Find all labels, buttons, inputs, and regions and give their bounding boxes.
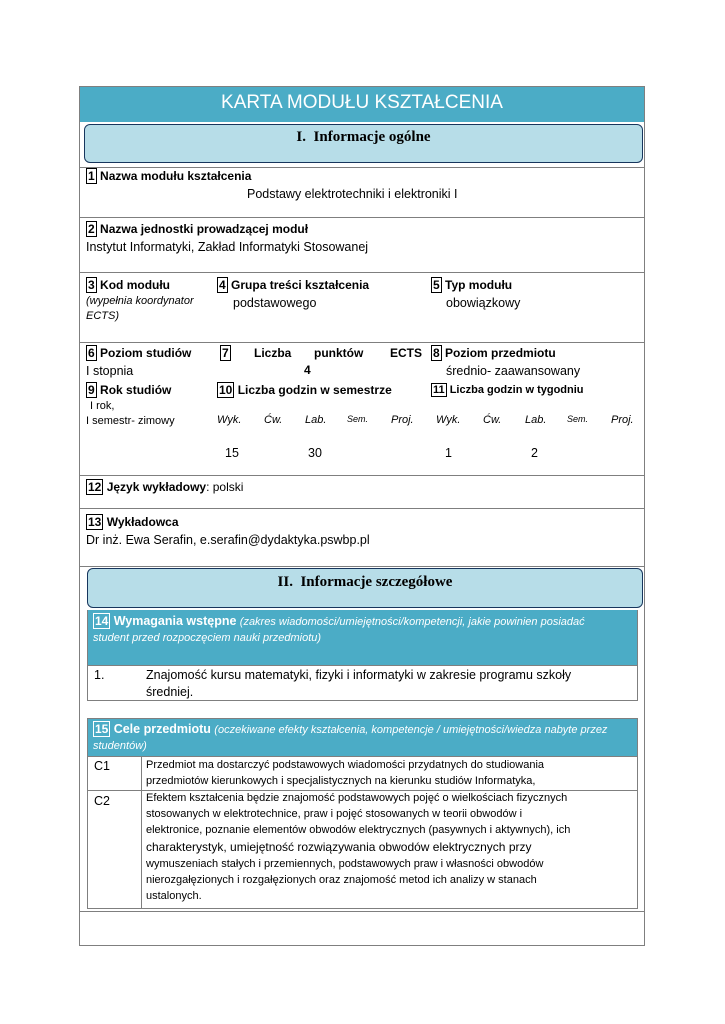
hdr-week-cw: Ćw. <box>483 414 502 426</box>
section-general-info <box>84 124 643 163</box>
field-code-note-1: (wypełnia koordynator <box>86 295 194 307</box>
field-lecturer-label: 13 Wykładowca <box>88 515 179 529</box>
field-study-year-label: 9 Rok studiów <box>88 383 172 397</box>
card-title: KARTA MODUŁU KSZTAŁCENIA <box>80 87 644 122</box>
goals-note-2: studentów) <box>93 740 147 752</box>
section-number: I. <box>296 129 307 145</box>
field-unit-label: 2 Nazwa jednostki prowadzącej moduł <box>88 222 309 236</box>
week-wyk-value: 1 <box>445 446 452 460</box>
field-study-year-value-1: I rok, <box>90 400 115 412</box>
row-divider <box>79 272 645 273</box>
sem-wyk-value: 15 <box>225 446 239 460</box>
sem-lab-value: 30 <box>308 446 322 460</box>
row-divider <box>79 342 645 343</box>
goal-c2-id: C2 <box>94 794 110 808</box>
row-divider <box>88 756 637 757</box>
hdr-sem-lab: Lab. <box>305 414 327 426</box>
goals-num: 15 <box>95 722 109 736</box>
goal-c2-line: nierozgałęzionych i rozgałęzionych oraz znajomość metod ich analizy w stanach <box>146 874 537 886</box>
section-label: Informacje szczegółowe <box>300 574 453 590</box>
field-content-group-label: 4 Grupa treści kształcenia <box>219 278 370 292</box>
prerequisite-item-id: 1. <box>94 668 105 682</box>
field-content-group-value: podstawowego <box>233 296 317 310</box>
field-subject-level-value: średnio- zaawansowany <box>446 364 581 378</box>
goal-c2-line: stosowanych w elektrotechnice, praw i pojęć stosowanych w teorii obwodów i <box>146 808 523 820</box>
hdr-sem-wyk: Wyk. <box>217 414 242 426</box>
goal-c1-id: C1 <box>94 759 110 773</box>
field-code-label: 3 Kod modułu <box>88 278 171 292</box>
field-module-name-label: 1 Nazwa modułu kształcenia <box>88 169 252 183</box>
row-divider <box>88 665 637 666</box>
hdr-sem-proj: Proj. <box>391 414 414 426</box>
field-study-level-value: I stopnia <box>86 364 134 378</box>
field-study-level-label: 6 Poziom studiów <box>88 346 192 360</box>
hdr-sem-sem: Sem. <box>347 414 369 424</box>
prerequisites-label: Wymagania wstępne <box>113 614 237 628</box>
prerequisites-header <box>88 610 637 665</box>
row-divider <box>79 217 645 218</box>
prerequisite-item-line1: Znajomość kursu matematyki, fizyki i informatyki w zakresie programu szkoły <box>146 668 572 682</box>
field-lecturer-value: Dr inż. Ewa Serafin, e.serafin@dydaktyka.pswbp.pl <box>86 533 370 547</box>
field-study-year-value-2: I semestr- zimowy <box>86 415 175 427</box>
section-number: II. <box>277 574 293 590</box>
field-code-note-2: ECTS) <box>86 310 119 322</box>
column-divider <box>141 756 142 908</box>
hdr-week-lab: Lab. <box>525 414 547 426</box>
row-divider <box>79 508 645 509</box>
row-divider <box>88 790 637 791</box>
hdr-week-wyk: Wyk. <box>436 414 461 426</box>
row-divider <box>87 700 638 701</box>
field-language: 12 Język wykładowy: polski <box>88 480 244 494</box>
section-detailed-info <box>87 568 643 608</box>
goal-c2-line: elektronice, poznanie elementów obwodów elektrycznych (pasywnych i aktywnych), ich <box>146 824 571 836</box>
hdr-week-sem: Sem. <box>567 414 589 424</box>
field-subject-level-label: 8 Poziom przedmiotu <box>433 346 556 360</box>
field-weekly-hours-label: 11 Liczba godzin w tygodniu <box>433 384 584 396</box>
goal-c1-line: Przedmiot ma dostarczyć podstawowych wiadomości przydatnych do studiowania <box>146 759 545 771</box>
box-border <box>637 610 638 700</box>
section-label: Informacje ogólne <box>313 129 431 145</box>
field-module-name-value: Podstawy elektrotechniki i elektroniki I <box>247 187 458 201</box>
goal-c2-line: charakterystyk, umiejętność rozwiązywania obwodów elektrycznych przy <box>146 840 532 854</box>
field-module-type-value: obowiązkowy <box>446 296 521 310</box>
goal-c1-line: przedmiotów kierunkowych i specjalistycznych na kierunku studiów Informatyka, <box>146 775 536 787</box>
row-divider <box>79 475 645 476</box>
goals-header <box>88 719 637 756</box>
goals-label: Cele przedmiotu <box>113 722 211 736</box>
goal-c2-line: ustalonych. <box>146 890 202 902</box>
box-border <box>637 718 638 908</box>
goal-c2-line: wymuszeniach stałych i przemiennych, podstawowych praw i własności obwodów <box>146 858 544 870</box>
field-ects-value: 4 <box>304 363 311 377</box>
field-semester-hours-label: 10 Liczba godzin w semestrze <box>219 383 392 397</box>
field-module-type-label: 5 Typ modułu <box>433 278 513 292</box>
week-cw-value: 2 <box>531 446 538 460</box>
row-divider <box>87 908 638 909</box>
field-unit-value: Instytut Informatyki, Zakład Informatyki Stosowanej <box>86 240 369 254</box>
hdr-sem-cw: Ćw. <box>264 414 283 426</box>
field-ects-label: 7 Liczba punktów ECTS <box>222 346 423 360</box>
prerequisite-item-line2: średniej. <box>146 685 194 699</box>
goals-note-1: (oczekiwane efekty kształcenia, kompetencje / umiejętności/wiedza nabyte przez <box>214 724 608 736</box>
goal-c2-line: Efektem kształcenia będzie znajomość podstawowych pojęć o wielkościach fizycznych <box>146 792 568 804</box>
row-divider <box>79 566 645 567</box>
row-divider <box>79 911 645 912</box>
hdr-week-proj: Proj. <box>611 414 634 426</box>
prerequisites-note-1: (zakres wiadomości/umiejętności/kompetencji, jakie powinien posiadać <box>239 616 585 628</box>
row-divider <box>79 167 645 168</box>
prerequisites-num: 14 <box>95 614 109 628</box>
prerequisites-note-2: student przed rozpoczęciem nauki przedmiotu) <box>93 632 322 644</box>
